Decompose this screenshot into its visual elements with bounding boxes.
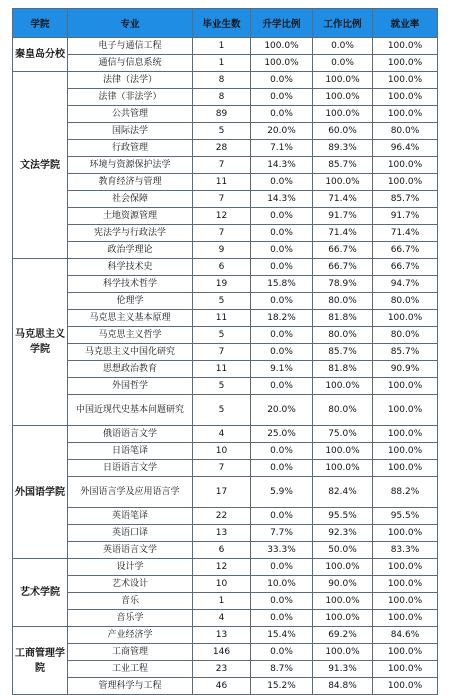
major-cell: 音乐 (68, 593, 193, 610)
work-rate-cell: 85.7% (313, 344, 373, 361)
work-rate-cell: 100.0% (313, 559, 373, 576)
work-rate-cell: 92.3% (313, 525, 373, 542)
major-cell: 科学技术哲学 (68, 276, 193, 293)
graduates-cell: 9 (193, 242, 251, 259)
employment-rate-cell: 88.2% (373, 477, 438, 508)
work-rate-cell: 89.3% (313, 140, 373, 157)
table-row (13, 55, 438, 72)
employment-rate-cell: 91.7% (373, 208, 438, 225)
employment-rate-cell: 71.4% (373, 225, 438, 242)
work-rate-cell: 100.0% (313, 378, 373, 395)
further-study-rate-cell: 14.3% (251, 157, 313, 174)
employment-rate-cell: 100.0% (373, 525, 438, 542)
table-row (13, 208, 438, 225)
major-cell: 电子与通信工程 (68, 38, 193, 55)
graduates-cell: 5 (193, 395, 251, 426)
work-rate-cell: 75.0% (313, 426, 373, 443)
table-body (13, 38, 438, 695)
further-study-rate-cell: 20.0% (251, 395, 313, 426)
work-rate-cell: 100.0% (313, 460, 373, 477)
further-study-rate-cell: 7.7% (251, 525, 313, 542)
work-rate-cell: 80.0% (313, 327, 373, 344)
major-cell: 环境与资源保护法学 (68, 157, 193, 174)
table-row (13, 361, 438, 378)
graduates-cell: 10 (193, 443, 251, 460)
major-cell: 马克思主义中国化研究 (68, 344, 193, 361)
employment-rate-cell: 80.0% (373, 327, 438, 344)
further-study-rate-cell: 5.9% (251, 477, 313, 508)
further-study-rate-cell: 0.0% (251, 242, 313, 259)
employment-rate-cell: 100.0% (373, 106, 438, 123)
employment-rate-cell: 100.0% (373, 426, 438, 443)
college-cell: 艺术学院 (13, 559, 68, 627)
major-cell: 科学技术史 (68, 259, 193, 276)
major-cell: 中国近现代史基本问题研究 (68, 395, 193, 426)
major-cell: 产业经济学 (68, 627, 193, 644)
major-cell: 工业工程 (68, 661, 193, 678)
further-study-rate-cell: 0.0% (251, 89, 313, 106)
employment-rate-cell: 100.0% (373, 460, 438, 477)
further-study-rate-cell: 0.0% (251, 508, 313, 525)
further-study-rate-cell: 0.0% (251, 106, 313, 123)
further-study-rate-cell: 0.0% (251, 378, 313, 395)
graduates-cell: 13 (193, 525, 251, 542)
work-rate-cell: 100.0% (313, 443, 373, 460)
major-cell: 英语口译 (68, 525, 193, 542)
employment-rate-cell: 100.0% (373, 610, 438, 627)
employment-rate-cell: 100.0% (373, 593, 438, 610)
major-cell: 法律（非法学） (68, 89, 193, 106)
major-cell: 管理科学与工程 (68, 678, 193, 695)
graduates-cell: 8 (193, 72, 251, 89)
work-rate-cell: 80.0% (313, 395, 373, 426)
table-row (13, 191, 438, 208)
major-cell: 日语笔译 (68, 443, 193, 460)
employment-rate-cell: 100.0% (373, 378, 438, 395)
work-rate-cell: 50.0% (313, 542, 373, 559)
work-rate-cell: 0.0% (313, 38, 373, 55)
graduates-cell: 7 (193, 344, 251, 361)
table-row (13, 426, 438, 443)
table-row (13, 644, 438, 661)
further-study-rate-cell: 8.7% (251, 661, 313, 678)
header-work-rate: 工作比例 (313, 9, 373, 38)
employment-rate-cell: 66.7% (373, 259, 438, 276)
table-row (13, 89, 438, 106)
graduates-cell: 5 (193, 123, 251, 140)
work-rate-cell: 100.0% (313, 644, 373, 661)
further-study-rate-cell: 0.0% (251, 208, 313, 225)
employment-rate-cell: 85.7% (373, 344, 438, 361)
table-row (13, 174, 438, 191)
table-row (13, 395, 438, 426)
table-row (13, 38, 438, 55)
major-cell: 俄语语言文学 (68, 426, 193, 443)
work-rate-cell: 82.4% (313, 477, 373, 508)
table-row (13, 276, 438, 293)
further-study-rate-cell: 0.0% (251, 593, 313, 610)
further-study-rate-cell: 18.2% (251, 310, 313, 327)
major-cell: 教育经济与管理 (68, 174, 193, 191)
table-row (13, 678, 438, 695)
further-study-rate-cell: 100.0% (251, 38, 313, 55)
employment-rate-cell: 100.0% (373, 38, 438, 55)
table-row (13, 576, 438, 593)
table-row (13, 593, 438, 610)
employment-rate-cell: 100.0% (373, 157, 438, 174)
table-row (13, 460, 438, 477)
further-study-rate-cell: 0.0% (251, 344, 313, 361)
work-rate-cell: 91.7% (313, 208, 373, 225)
employment-rate-cell: 100.0% (373, 174, 438, 191)
graduates-cell: 146 (193, 644, 251, 661)
employment-rate-cell: 100.0% (373, 395, 438, 426)
college-cell: 秦皇岛分校 (13, 38, 68, 72)
further-study-rate-cell: 9.1% (251, 361, 313, 378)
graduates-cell: 1 (193, 38, 251, 55)
further-study-rate-cell: 15.2% (251, 678, 313, 695)
further-study-rate-cell: 14.3% (251, 191, 313, 208)
table-row (13, 508, 438, 525)
graduates-cell: 7 (193, 460, 251, 477)
graduates-cell: 12 (193, 208, 251, 225)
table-row (13, 610, 438, 627)
further-study-rate-cell: 0.0% (251, 644, 313, 661)
work-rate-cell: 78.9% (313, 276, 373, 293)
graduates-cell: 4 (193, 610, 251, 627)
graduates-cell: 7 (193, 225, 251, 242)
table-row (13, 310, 438, 327)
graduates-cell: 5 (193, 378, 251, 395)
employment-table-container (12, 8, 437, 695)
major-cell: 政治学理论 (68, 242, 193, 259)
further-study-rate-cell: 33.3% (251, 542, 313, 559)
major-cell: 宪法学与行政法学 (68, 225, 193, 242)
employment-rate-cell: 84.6% (373, 627, 438, 644)
graduates-cell: 89 (193, 106, 251, 123)
work-rate-cell: 85.7% (313, 157, 373, 174)
graduates-cell: 1 (193, 55, 251, 72)
table-row (13, 123, 438, 140)
table-row (13, 225, 438, 242)
major-cell: 思想政治教育 (68, 361, 193, 378)
work-rate-cell: 90.0% (313, 576, 373, 593)
graduates-cell: 6 (193, 542, 251, 559)
work-rate-cell: 100.0% (313, 72, 373, 89)
work-rate-cell: 100.0% (313, 89, 373, 106)
work-rate-cell: 100.0% (313, 106, 373, 123)
major-cell: 音乐学 (68, 610, 193, 627)
header-further-study-rate: 升学比例 (251, 9, 313, 38)
graduates-cell: 5 (193, 293, 251, 310)
table-row (13, 443, 438, 460)
employment-rate-cell: 100.0% (373, 310, 438, 327)
employment-rate-cell: 66.7% (373, 242, 438, 259)
work-rate-cell: 71.4% (313, 191, 373, 208)
major-cell: 国际法学 (68, 123, 193, 140)
major-cell: 英语语言文学 (68, 542, 193, 559)
table-row (13, 157, 438, 174)
major-cell: 外国哲学 (68, 378, 193, 395)
major-cell: 外国语言学及应用语言学 (68, 477, 193, 508)
further-study-rate-cell: 0.0% (251, 327, 313, 344)
work-rate-cell: 71.4% (313, 225, 373, 242)
table-row (13, 106, 438, 123)
employment-rate-cell: 94.7% (373, 276, 438, 293)
header-major: 专业 (68, 9, 193, 38)
table-header-row (13, 9, 438, 38)
header-graduates: 毕业生数 (193, 9, 251, 38)
work-rate-cell: 100.0% (313, 174, 373, 191)
employment-rate-cell: 100.0% (373, 443, 438, 460)
employment-rate-cell: 100.0% (373, 644, 438, 661)
employment-rate-cell: 100.0% (373, 678, 438, 695)
table-row (13, 327, 438, 344)
work-rate-cell: 60.0% (313, 123, 373, 140)
employment-rate-cell: 95.5% (373, 508, 438, 525)
table-row (13, 559, 438, 576)
major-cell: 马克思主义基本原理 (68, 310, 193, 327)
further-study-rate-cell: 0.0% (251, 174, 313, 191)
graduates-cell: 5 (193, 327, 251, 344)
major-cell: 法律（法学） (68, 72, 193, 89)
further-study-rate-cell: 0.0% (251, 460, 313, 477)
work-rate-cell: 100.0% (313, 610, 373, 627)
employment-rate-cell: 100.0% (373, 661, 438, 678)
graduates-cell: 19 (193, 276, 251, 293)
table-row (13, 378, 438, 395)
major-cell: 通信与信息系统 (68, 55, 193, 72)
further-study-rate-cell: 0.0% (251, 443, 313, 460)
employment-rate-cell: 80.0% (373, 123, 438, 140)
further-study-rate-cell: 0.0% (251, 610, 313, 627)
major-cell: 行政管理 (68, 140, 193, 157)
graduates-cell: 22 (193, 508, 251, 525)
table-row (13, 140, 438, 157)
graduates-cell: 6 (193, 259, 251, 276)
college-cell: 马克思主义学院 (13, 259, 68, 426)
major-cell: 设计学 (68, 559, 193, 576)
graduates-cell: 1 (193, 593, 251, 610)
table-row (13, 72, 438, 89)
header-college: 学院 (13, 9, 68, 38)
employment-rate-cell: 100.0% (373, 576, 438, 593)
employment-stats-table (12, 8, 438, 695)
table-row (13, 627, 438, 644)
table-row (13, 344, 438, 361)
major-cell: 马克思主义哲学 (68, 327, 193, 344)
employment-rate-cell: 85.7% (373, 191, 438, 208)
employment-rate-cell: 100.0% (373, 89, 438, 106)
work-rate-cell: 66.7% (313, 242, 373, 259)
employment-rate-cell: 100.0% (373, 559, 438, 576)
work-rate-cell: 100.0% (313, 593, 373, 610)
work-rate-cell: 81.8% (313, 361, 373, 378)
table-row (13, 542, 438, 559)
graduates-cell: 11 (193, 361, 251, 378)
table-row (13, 477, 438, 508)
work-rate-cell: 80.0% (313, 293, 373, 310)
major-cell: 日语语言文学 (68, 460, 193, 477)
graduates-cell: 7 (193, 191, 251, 208)
table-row (13, 259, 438, 276)
table-row (13, 661, 438, 678)
further-study-rate-cell: 20.0% (251, 123, 313, 140)
further-study-rate-cell: 0.0% (251, 72, 313, 89)
employment-rate-cell: 83.3% (373, 542, 438, 559)
work-rate-cell: 69.2% (313, 627, 373, 644)
graduates-cell: 7 (193, 157, 251, 174)
further-study-rate-cell: 100.0% (251, 55, 313, 72)
graduates-cell: 12 (193, 559, 251, 576)
further-study-rate-cell: 10.0% (251, 576, 313, 593)
work-rate-cell: 81.8% (313, 310, 373, 327)
further-study-rate-cell: 25.0% (251, 426, 313, 443)
major-cell: 公共管理 (68, 106, 193, 123)
employment-rate-cell: 100.0% (373, 55, 438, 72)
major-cell: 工商管理 (68, 644, 193, 661)
table-row (13, 525, 438, 542)
graduates-cell: 13 (193, 627, 251, 644)
further-study-rate-cell: 7.1% (251, 140, 313, 157)
graduates-cell: 4 (193, 426, 251, 443)
table-row (13, 293, 438, 310)
major-cell: 伦理学 (68, 293, 193, 310)
further-study-rate-cell: 0.0% (251, 293, 313, 310)
further-study-rate-cell: 0.0% (251, 559, 313, 576)
graduates-cell: 11 (193, 174, 251, 191)
graduates-cell: 17 (193, 477, 251, 508)
major-cell: 社会保障 (68, 191, 193, 208)
major-cell: 土地资源管理 (68, 208, 193, 225)
graduates-cell: 46 (193, 678, 251, 695)
employment-rate-cell: 90.9% (373, 361, 438, 378)
graduates-cell: 10 (193, 576, 251, 593)
work-rate-cell: 95.5% (313, 508, 373, 525)
major-cell: 英语笔译 (68, 508, 193, 525)
college-cell: 文法学院 (13, 72, 68, 259)
further-study-rate-cell: 0.0% (251, 259, 313, 276)
graduates-cell: 23 (193, 661, 251, 678)
graduates-cell: 11 (193, 310, 251, 327)
further-study-rate-cell: 15.8% (251, 276, 313, 293)
work-rate-cell: 91.3% (313, 661, 373, 678)
further-study-rate-cell: 15.4% (251, 627, 313, 644)
employment-rate-cell: 80.0% (373, 293, 438, 310)
graduates-cell: 28 (193, 140, 251, 157)
employment-rate-cell: 100.0% (373, 72, 438, 89)
employment-rate-cell: 96.4% (373, 140, 438, 157)
work-rate-cell: 84.8% (313, 678, 373, 695)
table-row (13, 242, 438, 259)
graduates-cell: 8 (193, 89, 251, 106)
work-rate-cell: 0.0% (313, 55, 373, 72)
header-employment-rate: 就业率 (373, 9, 438, 38)
work-rate-cell: 66.7% (313, 259, 373, 276)
college-cell: 外国语学院 (13, 426, 68, 559)
college-cell: 工商管理学院 (13, 627, 68, 695)
major-cell: 艺术设计 (68, 576, 193, 593)
further-study-rate-cell: 0.0% (251, 225, 313, 242)
